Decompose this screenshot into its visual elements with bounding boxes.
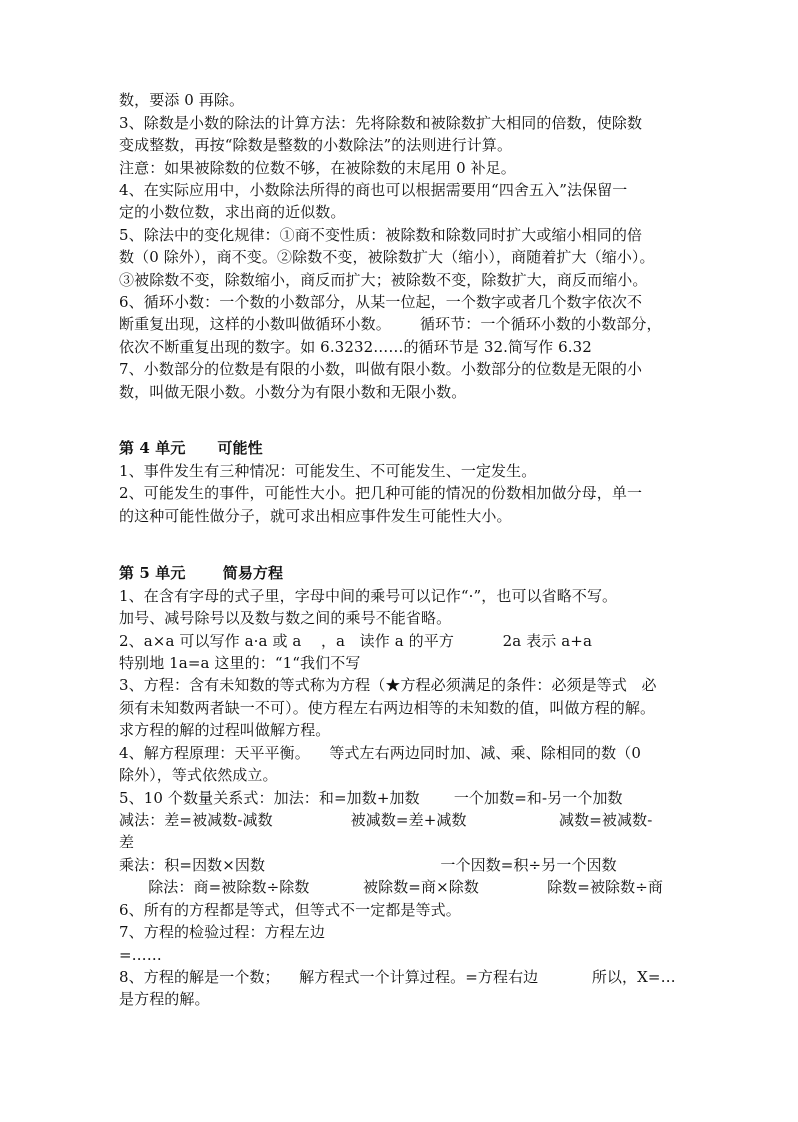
text-line: ③被除数不变，除数缩小，商反而扩大；被除数不变，除数扩大，商反而缩小。	[119, 271, 648, 289]
text-line: 4、在实际应用中，小数除法所得的商也可以根据需要用“四舍五入”法保留一	[119, 181, 628, 199]
text-line: 2、可能发生的事件，可能性大小。把几种可能的情况的份数相加做分母，单一	[119, 484, 643, 502]
text-line: 求方程的解的过程叫做解方程。	[119, 721, 331, 739]
text-line: 定的小数位数，求出商的近似数。	[119, 203, 346, 221]
text-line: 5、除法中的变化规律：①商不变性质：被除数和除数同时扩大或缩小相同的倍	[119, 226, 643, 244]
text-line: 7、小数部分的位数是有限的小数，叫做有限小数。小数部分的位数是无限的小	[119, 360, 643, 378]
text-line: 变成整数，再按“除数是整数的小数除法”的法则进行计算。	[119, 136, 513, 154]
text-line: 乘法：积=因数×因数 一个因数=积÷另一个因数	[119, 856, 617, 874]
text-line: 7、方程的检验过程：方程左边	[119, 923, 325, 941]
text-line: 6、所有的方程都是等式，但等式不一定都是等式。	[119, 901, 461, 919]
text-line: 4、解方程原理：天平平衡。 等式左右两边同时加、减、乘、除相同的数（0	[119, 744, 641, 762]
text-line: 减法：差=被减数-减数 被减数=差+减数 减数=被减数-	[119, 811, 653, 829]
text-line: 断重复出现，这样的小数叫做循环小数。 循环节：一个循环小数的小数部分，	[119, 315, 662, 333]
text-line: 1、事件发生有三种情况：可能发生、不可能发生、一定发生。	[119, 462, 537, 480]
text-line: 3、方程：含有未知数的等式称为方程（★方程必须满足的条件：必须是等式 必	[119, 676, 657, 694]
text-line: 3、除数是小数的除法的计算方法：先将除数和被除数扩大相同的倍数，使除数	[119, 114, 643, 132]
text-line: 6、循环小数：一个数的小数部分，从某一位起，一个数字或者几个数字依次不	[119, 293, 643, 311]
text-line: 5、10 个数量关系式：加法：和=加数+加数 一个加数=和-另一个加数	[119, 789, 623, 807]
text-line: 加号、减号除号以及数与数之间的乘号不能省略。	[119, 609, 452, 627]
section-heading-unit-5: 第 5 单元 简易方程	[119, 564, 284, 582]
text-line: 8、方程的解是一个数； 解方程式一个计算过程。=方程右边 所以，X=…	[119, 968, 676, 986]
text-line: 差	[119, 833, 135, 851]
text-line: 特别地 1a=a 这里的：“1“我们不写	[119, 654, 361, 672]
text-line: 除外），等式依然成立。	[119, 766, 278, 784]
text-line: =……	[119, 946, 162, 964]
text-line: 是方程的解。	[119, 990, 210, 1008]
text-line: 数（0 除外），商不变。②除数不变，被除数扩大（缩小），商随着扩大（缩小）。	[119, 248, 655, 266]
section-heading-unit-4: 第 4 单元 可能性	[119, 439, 263, 457]
text-line: 数，叫做无限小数。小数分为有限小数和无限小数。	[119, 383, 467, 401]
text-line: 的这种可能性做分子，就可求出相应事件发生可能性大小。	[119, 507, 512, 525]
text-line: 除法：商=被除数÷除数 被除数=商×除数 除数=被除数÷商	[119, 878, 664, 896]
text-line: 数，要添 0 再除。	[119, 91, 245, 109]
text-line: 1、在含有字母的式子里，字母中间的乘号可以记作“·”，也可以省略不写。	[119, 587, 618, 605]
text-line: 依次不断重复出现的数字。如 6.3232……的循环节是 32.简写作 6.32	[119, 338, 592, 356]
text-line: 2、a×a 可以写作 a·a 或 a ，a 读作 a 的平方 2a 表示 a+a	[119, 632, 593, 650]
text-line: 须有未知数两者缺一不可）。使方程左右两边相等的未知数的值，叫做方程的解。	[119, 699, 656, 717]
text-line: 注意：如果被除数的位数不够，在被除数的末尾用 0 补足。	[119, 159, 516, 177]
